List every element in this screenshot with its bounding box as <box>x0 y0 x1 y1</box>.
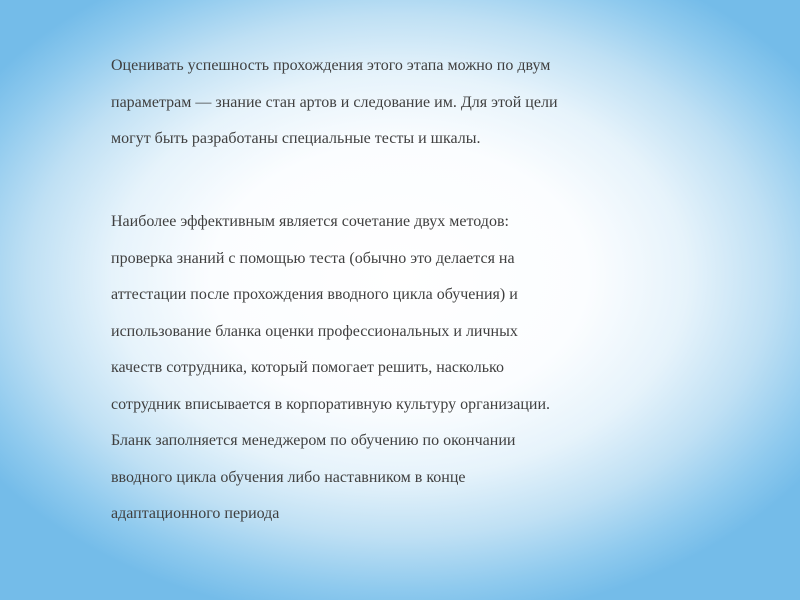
paragraph-assessment-parameters <box>111 48 691 158</box>
text-line: сотрудник вписывается в корпоративную культуру организации. <box>111 395 550 413</box>
text-line: могут быть разработаны специальные тесты и шкалы. <box>111 130 481 147</box>
text-line: Бланк заполняется менеджером по обучению по окончании <box>111 432 516 449</box>
text-line: аттестации после прохождения вводного цикла обучения) и <box>111 286 518 303</box>
text-line: параметрам — знание стан артов и следование им. Для этой цели <box>111 93 558 111</box>
text-line: проверка знаний с помощью теста (обычно это делается на <box>111 249 515 267</box>
text-line: использование бланка оценки профессиональных и личных <box>111 322 518 340</box>
paragraph-combined-methods <box>111 204 691 533</box>
text-line: вводного цикла обучения либо наставником в конце <box>111 468 466 486</box>
text-line: адаптационного периода <box>111 505 280 522</box>
text-line: Наиболее эффективным является сочетание двух методов: <box>111 213 509 230</box>
text-line: качеств сотрудника, который помогает решить, насколько <box>111 359 504 376</box>
text-line: Оценивать успешность прохождения этого этапа можно по двум <box>111 57 551 74</box>
